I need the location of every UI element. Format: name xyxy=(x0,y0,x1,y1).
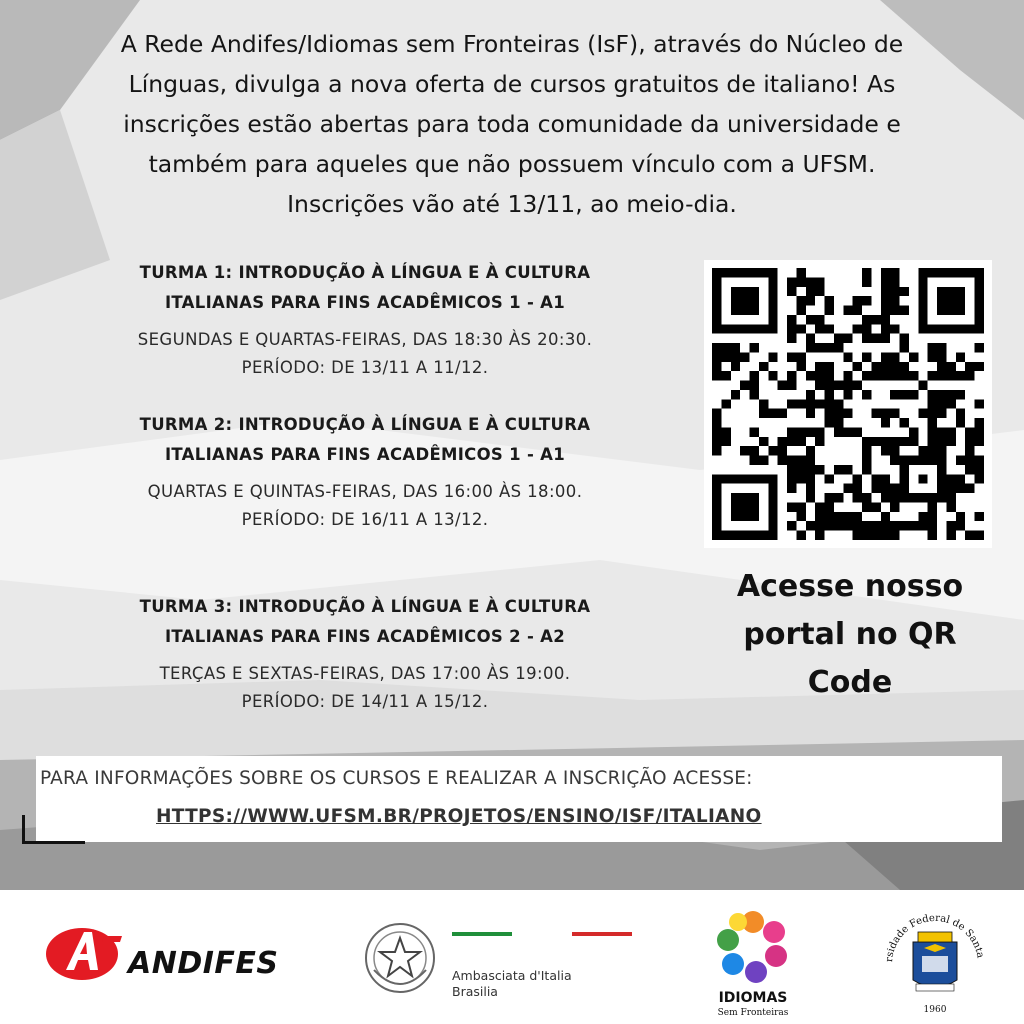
course-title xyxy=(60,258,670,318)
embassy-line: Brasilia xyxy=(452,984,498,999)
course-title-line: ITALIANAS PARA FINS ACADÊMICOS 1 - A1 xyxy=(164,445,566,464)
italian-flag-stripe xyxy=(452,932,632,936)
italian-emblem-icon xyxy=(360,918,440,998)
idiomas-name: IDIOMAS xyxy=(718,990,788,1006)
course-2 xyxy=(60,410,670,534)
qr-caption-line: Code xyxy=(807,665,893,700)
ufsm-name: rsidade Federal de Santa xyxy=(884,912,986,963)
qr-code-icon xyxy=(712,268,984,540)
andifes-logo xyxy=(44,922,284,986)
course-details xyxy=(60,660,670,716)
corner-bracket-decoration xyxy=(22,815,85,844)
course-title-line: ITALIANAS PARA FINS ACADÊMICOS 1 - A1 xyxy=(164,293,566,312)
registration-link[interactable]: HTTPS://WWW.UFSM.BR/PROJETOS/ENSINO/ISF/ITALIANO xyxy=(156,806,762,827)
course-title-line: ITALIANAS PARA FINS ACADÊMICOS 2 - A2 xyxy=(164,627,566,646)
intro-paragraph xyxy=(40,24,984,224)
course-schedule: SEGUNDAS E QUARTAS-FEIRAS, DAS 18:30 ÀS 20:30. xyxy=(137,330,593,349)
qr-caption-line: Acesse nosso xyxy=(736,569,964,604)
intro-line: inscrições estão abertas para toda comunidade da universidade e xyxy=(123,110,901,138)
intro-line: também para aqueles que não possuem vínculo com a UFSM. xyxy=(148,150,876,178)
embassy-name xyxy=(452,968,572,1000)
footer-logos xyxy=(0,890,1024,1024)
info-box xyxy=(36,756,1002,842)
course-details xyxy=(60,478,670,534)
course-period: PERÍODO: DE 13/11 A 11/12. xyxy=(241,358,489,377)
course-3 xyxy=(60,592,670,716)
embassy-line: Ambasciata d'Italia xyxy=(452,968,572,983)
course-details xyxy=(60,326,670,382)
course-schedule: TERÇAS E SEXTAS-FEIRAS, DAS 17:00 ÀS 19:00. xyxy=(159,664,571,683)
course-title-line: TURMA 2: INTRODUÇÃO À LÍNGUA E À CULTURA xyxy=(139,415,591,434)
intro-line: A Rede Andifes/Idiomas sem Fronteiras (IsF), através do Núcleo de xyxy=(120,30,904,58)
qr-caption xyxy=(700,563,1000,707)
qr-caption-line: portal no QR xyxy=(743,617,957,652)
course-1 xyxy=(60,258,670,382)
ufsm-seal-icon xyxy=(880,898,990,1018)
idiomas-subtitle: Sem Fronteiras xyxy=(717,1008,789,1018)
intro-line: Línguas, divulga a nova oferta de cursos gratuitos de italiano! As xyxy=(128,70,896,98)
andifes-logo-icon xyxy=(44,922,128,986)
course-title xyxy=(60,592,670,652)
ufsm-year: 1960 xyxy=(923,1005,947,1015)
course-title-line: TURMA 3: INTRODUÇÃO À LÍNGUA E À CULTURA xyxy=(139,597,591,616)
course-period: PERÍODO: DE 14/11 A 15/12. xyxy=(241,692,489,711)
andifes-name: ANDIFES xyxy=(128,946,279,981)
course-title-line: TURMA 1: INTRODUÇÃO À LÍNGUA E À CULTURA xyxy=(139,263,591,282)
embassy-logo xyxy=(360,910,650,1010)
course-period: PERÍODO: DE 16/11 A 13/12. xyxy=(241,510,489,529)
info-label: PARA INFORMAÇÕES SOBRE OS CURSOS E REALIZAR A INSCRIÇÃO ACESSE: xyxy=(40,768,753,789)
course-title xyxy=(60,410,670,470)
ufsm-seal xyxy=(880,898,990,1018)
idiomas-logo xyxy=(708,906,798,1018)
intro-line: Inscrições vão até 13/11, ao meio-dia. xyxy=(287,190,737,218)
course-schedule: QUARTAS E QUINTAS-FEIRAS, DAS 16:00 ÀS 18:00. xyxy=(147,482,583,501)
qr-code[interactable] xyxy=(704,260,992,548)
idiomas-logo-icon xyxy=(708,906,798,990)
